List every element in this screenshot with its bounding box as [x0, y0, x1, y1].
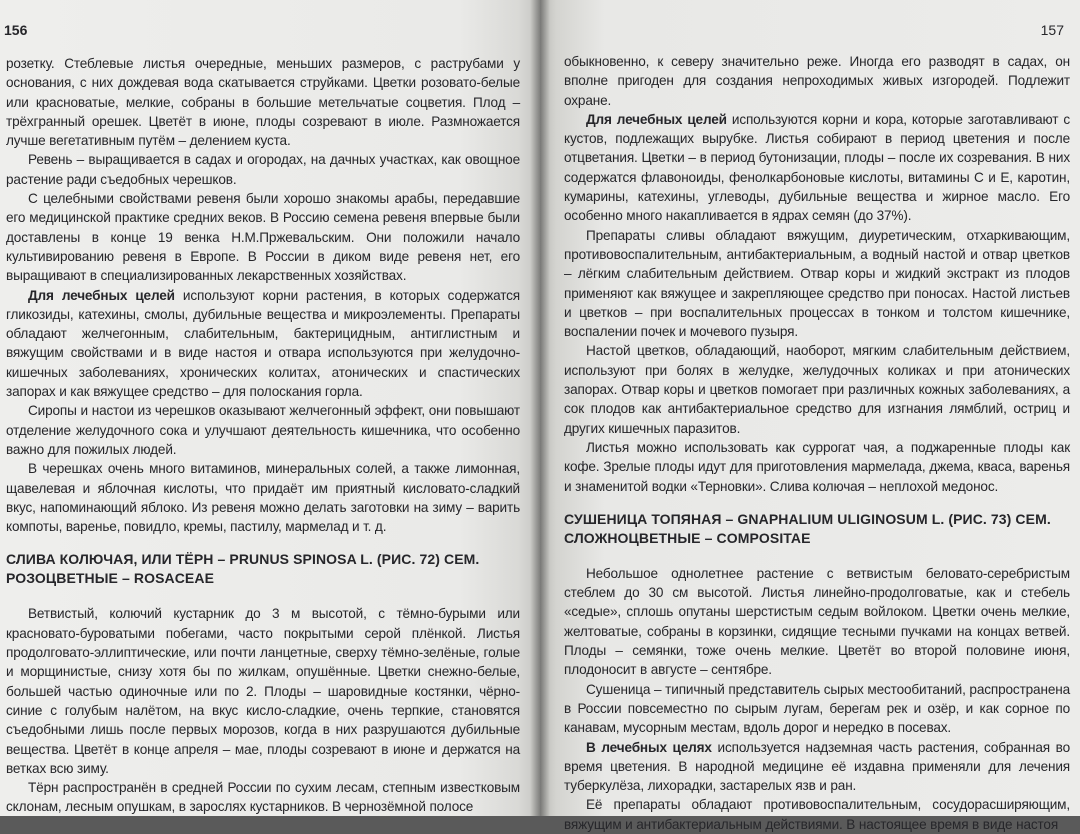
paragraph: Ревень – выращивается в садах и огородах, на дачных участках, как овощное растение ради съедобных черешков. — [6, 152, 520, 187]
bold-lead: Для лечебных целей — [28, 287, 175, 303]
bold-lead: Для лечебных целей — [586, 111, 727, 127]
bold-lead: В лечебных целях — [586, 739, 712, 755]
paragraph-medical-use — [6, 286, 520, 402]
paragraph: розетку. Стеблевые листья очередные, меньших размеров, с раструбами у основания, с них дождевая вода скатывается струйками. Цветки розовато-белые или красноватые, мелкие, собраны в большие метельчатые соцветия. Плод – трёхгранный орешек. Цветёт в июне, плоды созревают в июле. Размножается лучше вегетативным путём – делением куста. — [6, 56, 520, 149]
paragraph-body: используют корни растения, в которых содержатся гликозиды, катехины, смолы, дубильные вещества и микроэлементы. Препараты обладают желчегонным, слабительным, бактерицидным, антиглистным и вяжущим свойствами и в виде настоя и отвара используются при желудочно-кишечных заболеваниях, хронических колитах, атонических и спастических запорах и как вяжущее средство – для полоскания горла. — [6, 287, 521, 400]
right-page — [540, 0, 1080, 832]
paragraph: Листья можно использовать как суррогат чая, а поджаренные плоды как кофе. Зрелые плоды идут для приготовления мармелада, джема, кваса, варенья и знаменитой водки «Терновки». Слива колючая – неплохой медонос. — [564, 439, 1070, 494]
left-page-text — [6, 54, 520, 817]
paragraph: С целебными свойствами ревеня были хорошо знакомы арабы, передавшие его медицинской практике средних веков. В Россию семена ревеня впервые были доставлены в конце 19 венка Н.М.Пржевальским. Они положили начало культивированию ревеня в Европе. В России в диком виде ревеня нет, его выращивают в специализированных лекарственных хозяйствах. — [6, 191, 520, 284]
paragraph: Её препараты обладают противовоспалительным, сосудорасширяющим, вяжущим и антибактериальным действиями. В настоящее время в виде настоя — [564, 797, 1070, 832]
paragraph: Небольшое однолетнее растение с ветвистым беловато-серебристым стеблем до 30 см высотой. Листья линейно-продолговатые, как и стебель «седые», сплошь опутаны шерстистым седым войлоком. Цветки очень мелкие, желтоватые, собраны в корзинки, сидящие тесными пучками на концах ветвей. Плоды – семянки, тоже очень мелкие. Цветёт во второй половине июня, плодоносит в августе – сентябре. — [564, 565, 1070, 678]
paragraph: Тёрн распространён в средней России по сухим лесам, степным известковым склонам, лесным опушкам, в зарослях кустарников. В чернозёмной полосе — [6, 780, 520, 815]
left-page — [0, 0, 540, 816]
paragraph: обыкновенно, к северу значительно реже. Иногда его разводят в садах, он вполне пригоден для создания непроходимых живых изгородей. Подлежит охране. — [564, 54, 1070, 108]
page-number: 156 — [4, 22, 28, 38]
paragraph: Препараты сливы обладают вяжущим, диуретическим, отхаркивающим, противовоспалительным, антибактериальным, а водный настой и отвар цветков – лёгким слабительным действием. Отвар коры и жидкий экстракт из плодов применяют как вяжущее и закрепляющее средство при поносах. Настой листьев и цветков – при воспалительных процессах в тонком и толстом кишечнике, воспалении почек и мочевого пузыря. — [564, 227, 1070, 340]
section-title: СУШЕНИЦА ТОПЯНАЯ – GNAPHALIUM ULIGINOSUM L. (РИС. 73) СЕМ. СЛОЖНОЦВЕТНЫЕ – COMPOSITAE — [564, 510, 1051, 546]
paragraph-body: используется надземная часть растения, собранная во время цветения. В народной медицине её издавна применяли для лечения туберкулёза, лихорадки, застарелых язв и ран. — [564, 739, 1070, 794]
right-page-text — [564, 52, 1070, 834]
paragraph: Сиропы и настои из черешков оказывают желчегонный эффект, они повышают отделение желудочного сока и улучшают деятельность кишечника, что особенно важно для пожилых людей. — [6, 403, 520, 457]
page-number: 157 — [1040, 22, 1064, 38]
paragraph: Настой цветков, обладающий, наоборот, мягким слабительным действием, используют при болях в желудке, желудочных коликах и при атонических запорах. Отвар коры и цветков помогает при различных кожных заболеваниях, а сок плодов как антибактериальное средство для изгнания лямблий, остриц и других кишечных паразитов. — [564, 343, 1070, 436]
paragraph-medical-use — [564, 738, 1070, 796]
paragraph: В черешках очень много витаминов, минеральных солей, а также лимонная, щавелевая и яблочная кислоты, что придаёт им приятный кисловато-сладкий вкус, напоминающий яблоко. Из ревеня можно делать заготовки на зиму – варить компоты, варенье, повидло, кремы, пастилу, мармелад и т. д. — [6, 461, 520, 535]
paragraph-medical-use — [564, 110, 1070, 226]
paragraph: Сушеница – типичный представитель сырых местообитаний, распространена в России повсеместно по сырым лугам, берегам рек и озёр, и как сорное по канавам, мусорным местам, вдоль дорог и нередко в посевах. — [564, 681, 1070, 736]
paragraph-body: используются корни и кора, которые заготавливают с кустов, подлежащих вырубке. Листья собирают в период цветения и после отцветания. Цветки – в период бутонизации, плоды – после их созревания. В них содержатся флавоноиды, фенолкарбоновые кислоты, витамины С и Е, каротин, кумарины, катехины, углеводы, дубильные вещества и жирное масло. Его особенно много накапливается в ядрах семян (до 37%). — [564, 111, 1070, 224]
section-title: СЛИВА КОЛЮЧАЯ, ИЛИ ТЁРН – PRUNUS SPINOSA L. (РИС. 72) СЕМ. РОЗОЦВЕТНЫЕ – ROSACEAE — [6, 551, 480, 587]
paragraph: Ветвистый, колючий кустарник до 3 м высотой, с тёмно-бурыми или красновато-буроватыми побегами, часто покрытыми серой плёнкой. Листья продолговато-эллиптические, или почти ланцетные, сверху тёмно-зелёные, голые и морщинистые, снизу хотя бы по жилкам, опушённые. Цветки снежно-белые, большей частью одиночные или по 2. Плоды – шаровидные костянки, чёрно-синие с голубым налётом, на вкус кисло-сладкие, очень терпкие, становятся съедобными лишь после первых морозов, когда в них разрушаются дубильные вещества. Цветёт в конце апреля – мае, плоды созревают в июне и держатся на ветках всю зиму. — [6, 606, 520, 776]
